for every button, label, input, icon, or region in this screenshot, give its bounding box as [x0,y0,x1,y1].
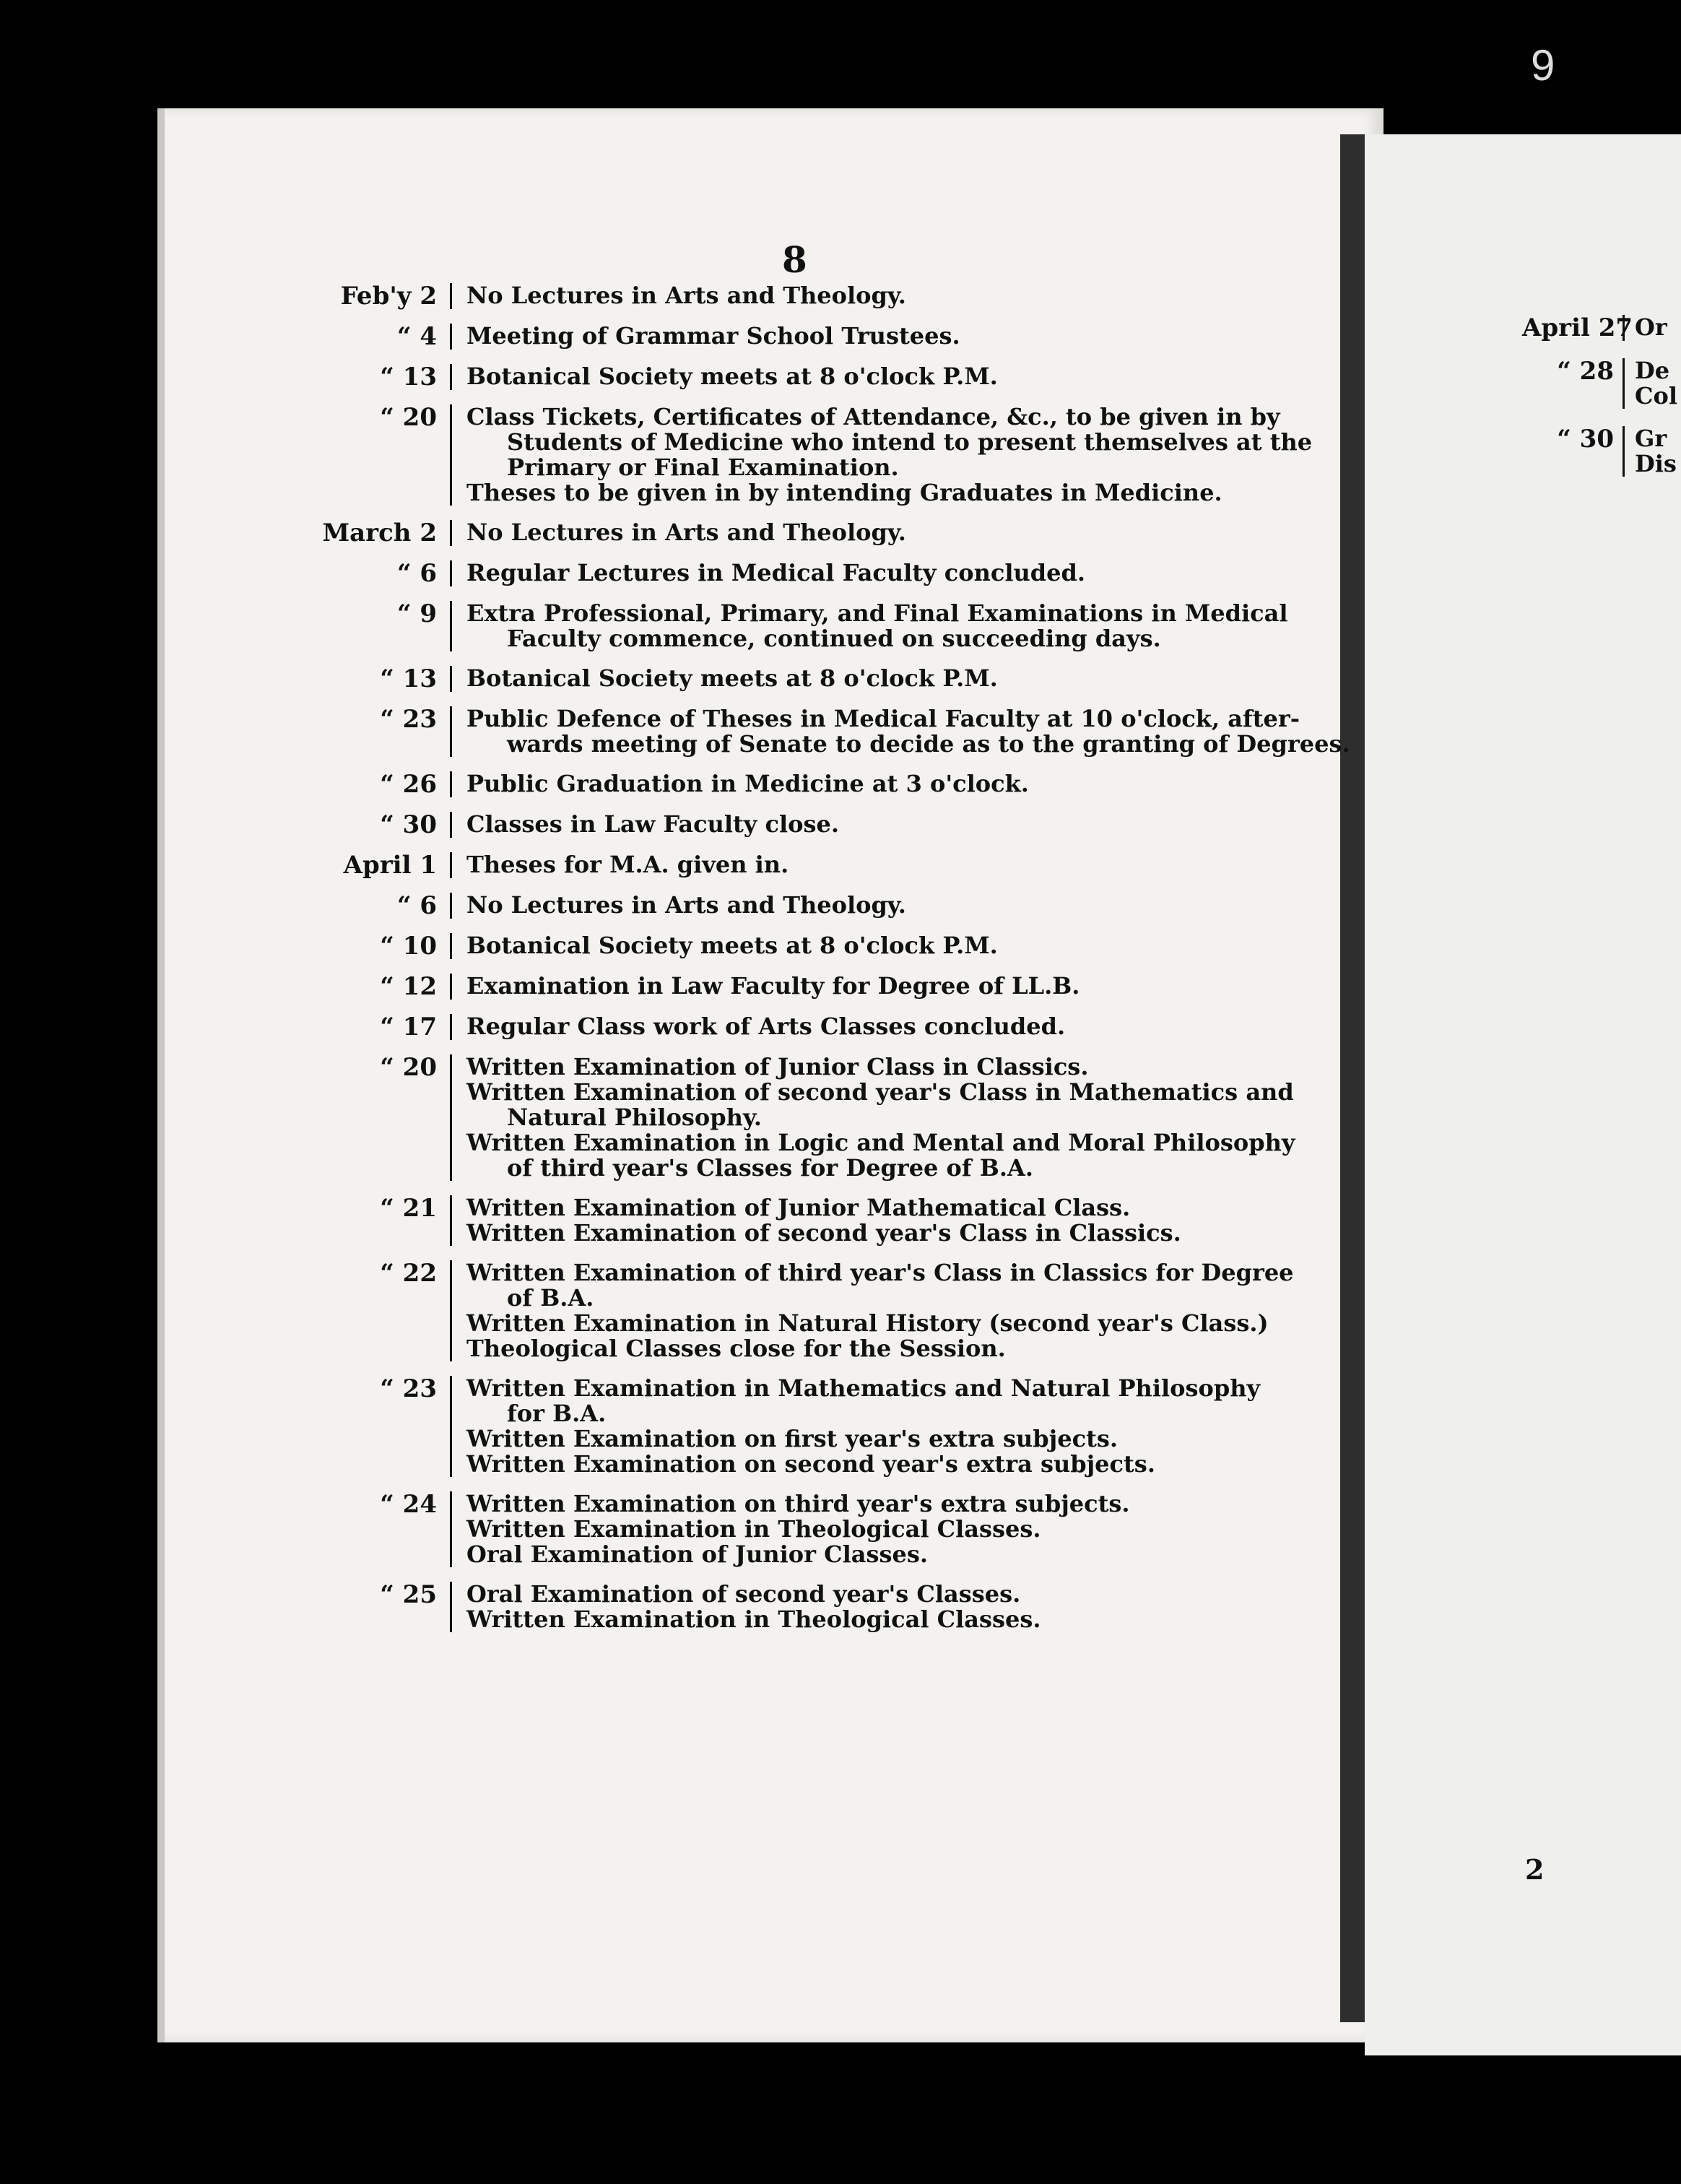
calendar-entry [313,812,1274,838]
entry-events [452,852,1274,878]
event-line: Regular Class work of Arts Classes concluded. [466,1013,1066,1040]
entry-events [452,974,1274,1000]
event-line: Extra Professional, Primary, and Final Examinations in Medical [466,599,1288,627]
entry-date: “ 22 [313,1260,452,1361]
entry-events [452,283,1274,309]
event-line: Botanical Society meets at 8 o'clock P.M. [466,363,998,390]
entry-events [452,706,1350,757]
entry-date: April 1 [313,852,452,878]
event-line: of third year's Classes for Degree of B.A. [507,1154,1033,1182]
entry-date: “ 13 [313,364,452,390]
right-page-entry [1522,357,1677,410]
entry-date: “ 23 [313,706,452,757]
event-line: Or [1635,313,1667,341]
event-line: Written Examination on first year's extra subjects. [466,1425,1119,1452]
entry-events [452,1491,1274,1567]
event-line: for B.A. [507,1400,607,1427]
right-page [1365,134,1681,2055]
event-line: Col [1635,382,1677,410]
entry-date: “ 25 [313,1582,452,1632]
entry-events [452,1260,1294,1361]
entry-events [1625,358,1681,409]
entry-date: “ 26 [313,771,452,797]
entry-date: Feb'y 2 [313,283,452,309]
calendar-entry [313,974,1274,1000]
event-line: Oral Examination of Junior Classes. [466,1540,928,1568]
page-number: 8 [782,238,807,281]
event-line: Written Examination in Mathematics and Natural Philosophy [466,1374,1261,1402]
entry-date: “ 24 [313,1491,452,1567]
event-line: Theses to be given in by intending Graduates in Medicine. [466,479,1222,506]
right-page-entries [1522,313,1677,494]
entry-date: “ 10 [313,933,452,959]
event-line: Botanical Society meets at 8 o'clock P.M. [466,932,998,959]
corner-pencil-mark: 9 [1531,41,1555,90]
event-line: No Lectures in Arts and Theology. [466,891,906,919]
event-line: Primary or Final Examination. [507,454,899,481]
entry-date: “ 20 [313,1054,452,1181]
event-line: Regular Lectures in Medical Faculty concluded. [466,559,1086,586]
calendar-entry [313,324,1274,350]
entry-date: “ 9 [313,601,452,651]
entry-date: “ 13 [313,666,452,692]
event-line: Written Examination in Theological Classes. [466,1515,1041,1543]
entry-date: “ 23 [313,1376,452,1477]
calendar-entry [313,283,1274,309]
event-line: Class Tickets, Certificates of Attendance, &c., to be given in by [466,403,1280,430]
entry-events [452,560,1274,586]
calendar-entry [313,771,1274,797]
right-page-entry [1522,315,1667,341]
event-line: Written Examination on second year's extra subjects. [466,1450,1155,1478]
entry-date: March 2 [313,520,452,546]
entry-date: “ 4 [313,324,452,350]
event-line: Gr [1635,425,1667,452]
event-line: Theological Classes close for the Session. [466,1335,1006,1362]
calendar-entry [313,520,1274,546]
event-line: of B.A. [507,1284,594,1312]
event-line: wards meeting of Senate to decide as to the granting of Degrees. [507,730,1350,758]
event-line: Written Examination in Natural History (second year's Class.) [466,1309,1269,1337]
event-line: Written Examination in Logic and Mental and Moral Philosophy [466,1129,1295,1156]
entry-events [452,933,1274,959]
event-line: Faculty commence, continued on succeeding days. [507,625,1161,652]
entry-date: “ 6 [313,893,452,919]
calendar-entry [313,364,1274,390]
entry-date: “ 21 [313,1195,452,1246]
right-page-entry [1522,425,1677,477]
entry-events [452,666,1274,692]
entry-events [452,364,1274,390]
event-line: Natural Philosophy. [507,1104,762,1131]
entry-events [452,893,1274,919]
event-line: Theses for M.A. given in. [466,851,789,878]
event-line: Written Examination on third year's extra subjects. [466,1490,1130,1517]
entry-date: “ 20 [313,404,452,506]
entry-events [452,1054,1295,1181]
calendar-entry [313,1376,1274,1477]
event-line: Written Examination of Junior Class in Classics. [466,1053,1089,1080]
event-line: Examination in Law Faculty for Degree of LL.B. [466,972,1080,1000]
event-line: Public Graduation in Medicine at 3 o'clock. [466,770,1029,797]
entry-events [452,404,1312,506]
entry-date: “ 28 [1522,358,1625,409]
calendar-entries [313,282,1350,1647]
calendar-entry [313,666,1274,692]
event-line: Written Examination of third year's Class in Classics for Degree [466,1259,1294,1286]
book-binding [1340,134,1365,2022]
event-line: Meeting of Grammar School Trustees. [466,322,960,350]
entry-events [452,1014,1274,1040]
event-line: No Lectures in Arts and Theology. [466,282,906,309]
event-line: De [1635,357,1670,384]
event-line: Written Examination in Theological Classes. [466,1606,1041,1633]
calendar-entry [313,1582,1274,1632]
event-line: Written Examination of Junior Mathematical Class. [466,1194,1131,1221]
calendar-entry [313,1195,1274,1246]
entry-date: “ 30 [313,812,452,838]
event-line: Written Examination of second year's Class in Mathematics and [466,1078,1294,1106]
calendar-entry [313,893,1274,919]
entry-events [1625,315,1681,341]
entry-events [452,1582,1274,1632]
right-page-number: 2 [1525,1853,1545,1886]
event-line: Botanical Society meets at 8 o'clock P.M. [466,664,998,692]
calendar-entry [313,705,1350,758]
event-line: Students of Medicine who intend to present themselves at the [507,428,1313,456]
calendar-entry [313,1491,1274,1567]
event-line: Dis [1635,450,1677,477]
event-line: Public Defence of Theses in Medical Faculty at 10 o'clock, after- [466,705,1300,732]
calendar-entry [313,1053,1295,1182]
event-line: Written Examination of second year's Class in Classics. [466,1219,1181,1247]
event-line: Oral Examination of second year's Classes. [466,1580,1021,1608]
calendar-entry [313,403,1313,506]
event-line: No Lectures in Arts and Theology. [466,519,906,546]
calendar-entry [313,1259,1294,1362]
calendar-entry [313,1014,1274,1040]
calendar-entry [313,933,1274,959]
entry-events [452,1195,1274,1246]
entry-date: “ 17 [313,1014,452,1040]
entry-events [452,324,1274,350]
entry-events [452,812,1274,838]
calendar-entry [313,560,1274,586]
entry-events [452,520,1274,546]
entry-events [452,1376,1274,1477]
event-line: Classes in Law Faculty close. [466,810,840,838]
entry-events [452,771,1274,797]
entry-date: April 27 [1522,313,1633,342]
calendar-entry [313,852,1274,878]
entry-date: “ 30 [1522,426,1625,477]
entry-date: “ 12 [313,974,452,1000]
entry-events [1625,426,1681,477]
calendar-entry [313,599,1288,652]
entry-date: “ 6 [313,560,452,586]
entry-events [452,601,1288,651]
